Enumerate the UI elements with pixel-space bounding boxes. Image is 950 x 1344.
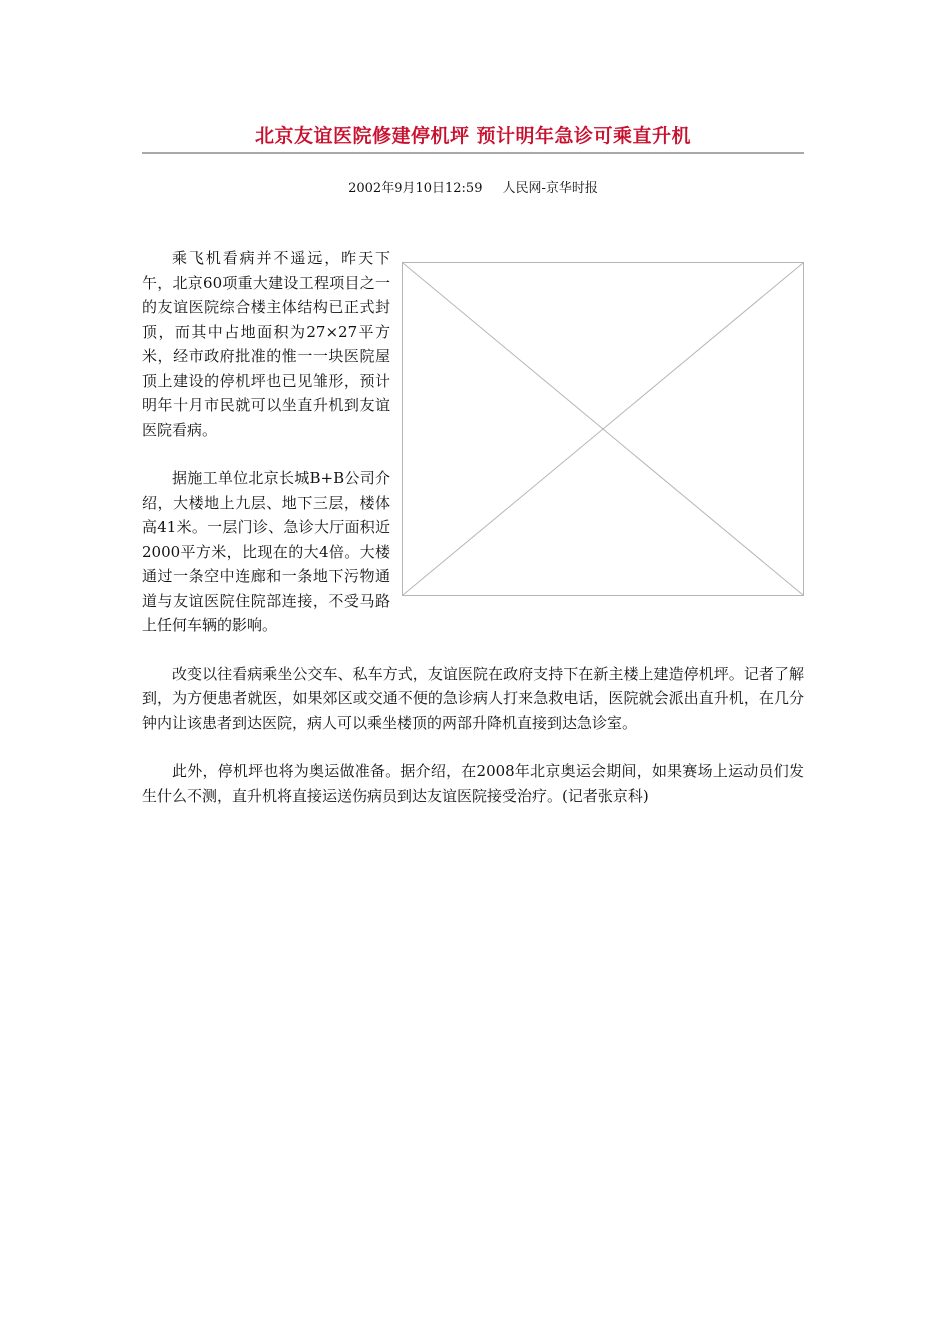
missing-image-placeholder-icon [403,263,803,595]
publish-date: 2002年9月10日12:59 [348,181,483,196]
title-divider [142,152,804,154]
article-image-placeholder [402,262,804,596]
article-body [142,246,804,808]
article-paragraph: 据施工单位北京长城B+B公司介绍，大楼地上九层、地下三层，楼体高41米。一层门诊、急诊大厅面积近2000平方米，比现在的大4倍。大楼通过一条空中连廊和一条地下污物通道与友谊医院住院部连接，不受马路上任何车辆的影响。 [142,469,390,634]
article-meta [142,180,804,198]
article-title: 北京友谊医院修建停机坪 预计明年急诊可乘直升机 [254,125,692,147]
article-page [142,0,804,832]
article-paragraph: 乘飞机看病并不遥远，昨天下午，北京60项重大建设工程项目之一的友谊医院综合楼主体结构已正式封顶，而其中占地面积为27×27平方米，经市政府批准的惟一一块医院屋顶上建设的停机坪也已见雏形，预计明年十月市民就可以坐直升机到友谊医院看病。 [142,249,390,439]
article-source: 人民网-京华时报 [502,181,598,196]
article-paragraph: 此外，停机坪也将为奥运做准备。据介绍，在2008年北京奥运会期间，如果赛场上运动员们发生什么不测，直升机将直接运送伤病员到达友谊医院接受治疗。(记者张京科) [142,762,804,805]
article-paragraph: 改变以往看病乘坐公交车、私车方式，友谊医院在政府支持下在新主楼上建造停机坪。记者了解到，为方便患者就医，如果郊区或交通不便的急诊病人打来急救电话，医院就会派出直升机，在几分钟内让该患者到达医院，病人可以乘坐楼顶的两部升降机直接到达急诊室。 [142,664,804,732]
